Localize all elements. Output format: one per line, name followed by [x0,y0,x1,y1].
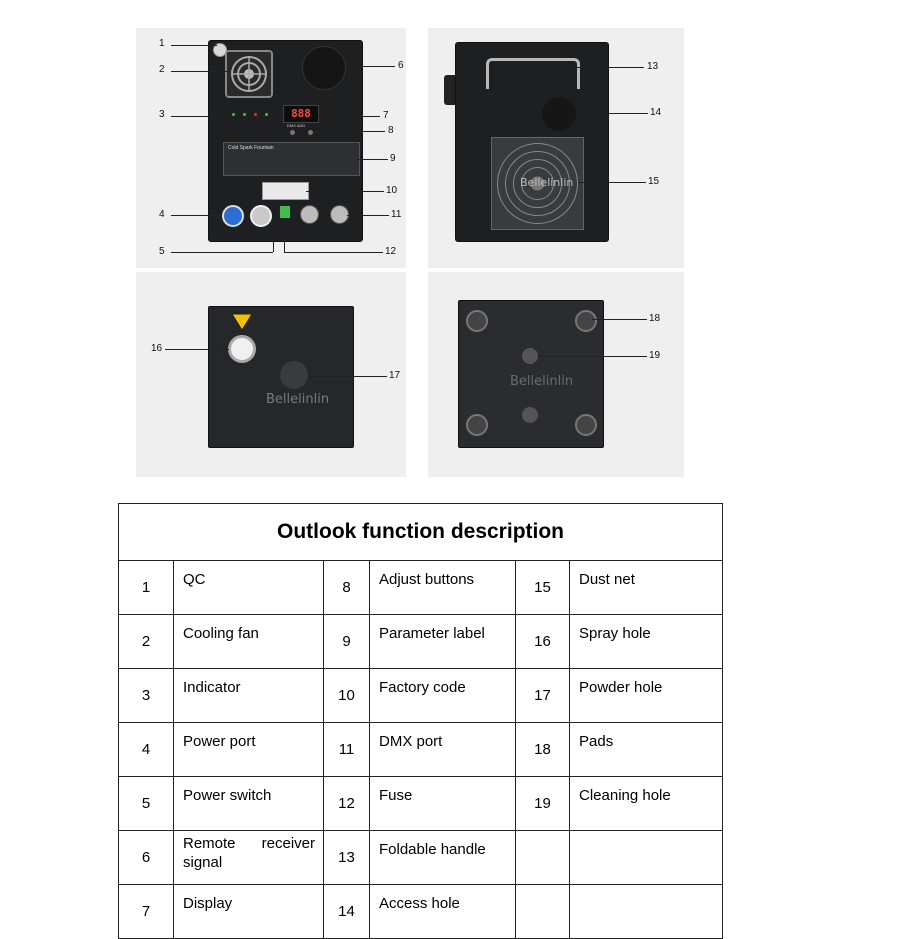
leader-line-5 [171,252,273,253]
table-row [119,885,723,939]
item-description [570,885,723,939]
factory-code-sticker [262,182,309,200]
item-number [516,885,570,939]
callout-11: 11 [391,209,402,220]
leader-line-3 [171,116,229,117]
item-description: Power port [174,723,324,777]
item-number: 11 [324,723,370,777]
dmx-in-port-icon [300,205,319,224]
item-description: Parameter label [370,615,516,669]
item-number: 6 [119,831,174,885]
item-number: 1 [119,561,174,615]
pad-icon-2 [575,310,597,332]
table-row [119,615,723,669]
item-description: Cleaning hole [570,777,723,831]
item-description: Spray hole [570,615,723,669]
pad-icon-3 [466,414,488,436]
item-description: Cooling fan [174,615,324,669]
leader-line-1 [171,45,217,46]
table-row [119,723,723,777]
item-number: 4 [119,723,174,777]
callout-18: 18 [649,313,661,324]
item-description: Display [174,885,324,939]
access-hole-icon [542,97,576,131]
item-description: DMX port [370,723,516,777]
callout-17: 17 [389,370,401,381]
pad-icon-1 [466,310,488,332]
table-row [119,669,723,723]
leader-line-8 [313,131,385,132]
item-description: Fuse [370,777,516,831]
item-number: 12 [324,777,370,831]
power-port-icon [222,205,244,227]
item-number: 10 [324,669,370,723]
callout-15: 15 [648,176,660,187]
item-description: Access hole [370,885,516,939]
dmx-address-label: DMX ADD [287,123,306,128]
item-description: Dust net [570,561,723,615]
item-description: QC [174,561,324,615]
callout-6: 6 [398,60,404,71]
dmx-led-icon [243,113,246,116]
item-number: 19 [516,777,570,831]
led-display [283,105,319,123]
cleaning-hole-icon [522,348,538,364]
table-row [119,561,723,615]
callout-1: 1 [159,38,165,49]
rear-watermark: Bellelinlin [520,176,574,189]
table-title: Outlook function description [119,504,723,561]
item-description: Foldable handle [370,831,516,885]
leader-line-18 [592,319,647,320]
leader-line-12-vertical [284,218,285,252]
item-number: 2 [119,615,174,669]
leader-line-5-vertical [273,222,274,252]
leader-line-17 [308,376,387,377]
spray-hole-icon [228,335,256,363]
table-row [119,831,723,885]
leader-line-4 [171,215,221,216]
warning-sign-icon [230,312,254,337]
table-body [119,561,723,939]
item-description: Power switch [174,777,324,831]
callout-4: 4 [159,209,165,220]
item-number: 18 [516,723,570,777]
leader-line-13 [574,67,644,68]
item-description: Pads [570,723,723,777]
recv-led-icon [265,113,268,116]
callout-7: 7 [383,110,389,121]
fault-led-icon [254,113,257,116]
bottom-watermark: Bellelinlin [510,374,574,389]
foldable-handle-icon [486,58,580,89]
item-description: Remote receiver signal [174,831,324,885]
callout-12: 12 [385,246,397,257]
leader-line-16 [165,349,229,350]
item-number: 7 [119,885,174,939]
fuse-icon [279,205,291,219]
item-description: Indicator [174,669,324,723]
leader-line-2 [171,71,227,72]
item-number: 17 [516,669,570,723]
callout-14: 14 [650,107,662,118]
callout-16: 16 [151,343,163,354]
powder-hole-icon [280,361,308,389]
leader-line-6 [343,66,395,67]
item-description: Factory code [370,669,516,723]
callout-2: 2 [159,64,165,75]
leader-line-19 [538,356,647,357]
item-description: Powder hole [570,669,723,723]
leader-line-9 [356,159,388,160]
leader-line-12 [284,252,383,253]
callout-13: 13 [647,61,659,72]
callout-19: 19 [649,350,661,361]
function-description-table [118,503,723,939]
callout-9: 9 [390,153,396,164]
pad-icon-4 [575,414,597,436]
callout-8: 8 [388,125,394,136]
top-watermark: Bellelinlin [266,392,330,407]
leader-line-7 [318,116,380,117]
item-number: 5 [119,777,174,831]
remote-receiver-knob-icon [302,46,346,90]
callout-5: 5 [159,246,165,257]
item-number: 15 [516,561,570,615]
item-number: 3 [119,669,174,723]
item-number [516,831,570,885]
table-row [119,777,723,831]
parameter-label [223,142,360,176]
parameter-label-title: Cold Spark Fountain [228,145,274,151]
item-number: 8 [324,561,370,615]
leader-line-11 [347,215,389,216]
item-number: 13 [324,831,370,885]
callout-3: 3 [159,109,165,120]
display-digits: 888 [291,107,311,120]
power-led-icon [232,113,235,116]
callout-10: 10 [386,185,398,196]
adjust-button-1[interactable] [290,130,295,135]
cleaning-hole-icon-2 [522,407,538,423]
leader-line-10 [306,191,384,192]
leader-line-14 [576,113,648,114]
item-description: Adjust buttons [370,561,516,615]
item-number: 9 [324,615,370,669]
leader-line-15 [578,182,646,183]
power-switch-icon[interactable] [250,205,272,227]
item-number: 14 [324,885,370,939]
item-number: 16 [516,615,570,669]
item-description [570,831,723,885]
cooling-fan-icon [225,50,273,98]
